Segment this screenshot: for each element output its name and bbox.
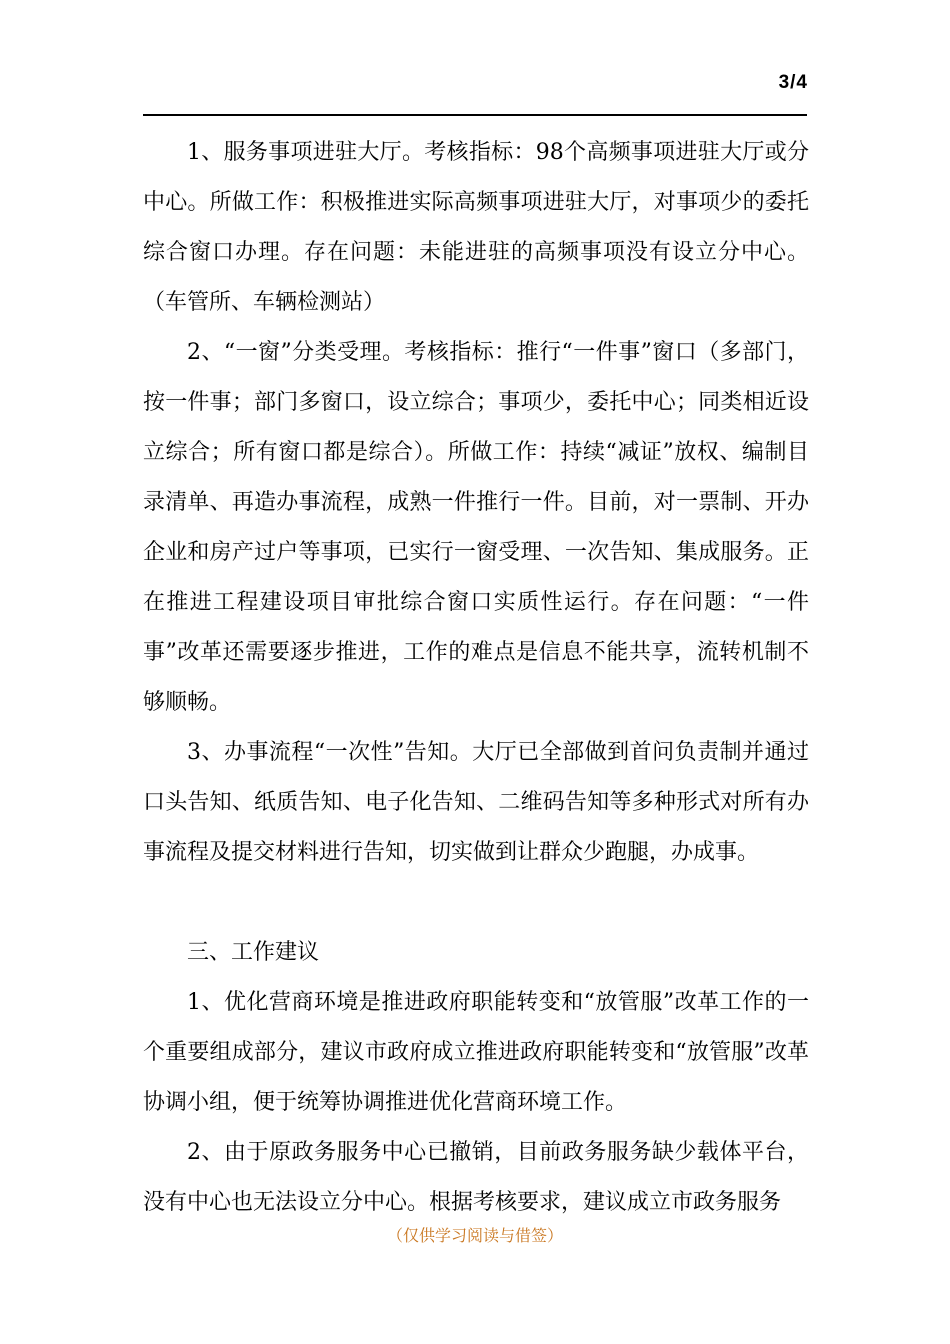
document-body <box>143 128 809 1228</box>
paragraph-one-time-notice: 3、办事流程“一次性”告知。大厅已全部做到首问负责制并通过口头告知、纸质告知、电子化告知、二维码告知等多种形式对所有办事流程及提交材料进行告知，切实做到让群众少跑腿，办成事。 <box>143 740 809 865</box>
section-heading-suggestions: 三、工作建议 <box>187 940 320 965</box>
header-divider <box>143 114 807 116</box>
paragraph-business-environment: 1、优化营商环境是推进政府职能转变和“放管服”改革工作的一个重要组成部分，建议市政府成立推进政府职能转变和“放管服”改革协调小组，便于统筹协调推进优化营商环境工作。 <box>143 990 809 1115</box>
paragraph-one-window: 2、“一窗”分类受理。考核指标：推行“一件事”窗口（多部门，按一件事；部门多窗口，设立综合；事项少，委托中心；同类相近设立综合；所有窗口都是综合）。所做工作：持续“减证”放权、编制目录清单、再造办事流程，成熟一件推行一件。目前，对一票制、开办企业和房产过户等事项，已实行一窗受理、一次告知、集成服务。正在推进工程建设项目审批综合窗口实质性运行。存在问题：“一件事”改革还需要逐步推进，工作的难点是信息不能共享，流转机制不够顺畅。 <box>143 340 809 715</box>
footer-note: （仅供学习阅读与借签） <box>386 1226 563 1245</box>
paragraph-service-items: 1、服务事项进驻大厅。考核指标：98个高频事项进驻大厅或分中心。所做工作：积极推进实际高频事项进驻大厅，对事项少的委托综合窗口办理。存在问题：未能进驻的高频事项没有设立分中心。（车管所、车辆检测站） <box>143 140 809 315</box>
paragraph-service-center: 2、由于原政务服务中心已撤销，目前政务服务缺少载体平台，没有中心也无法设立分中心。根据考核要求，建议成立市政务服务 <box>143 1140 809 1215</box>
page-number: 3/4 <box>778 72 808 93</box>
section-spacer <box>143 878 809 928</box>
